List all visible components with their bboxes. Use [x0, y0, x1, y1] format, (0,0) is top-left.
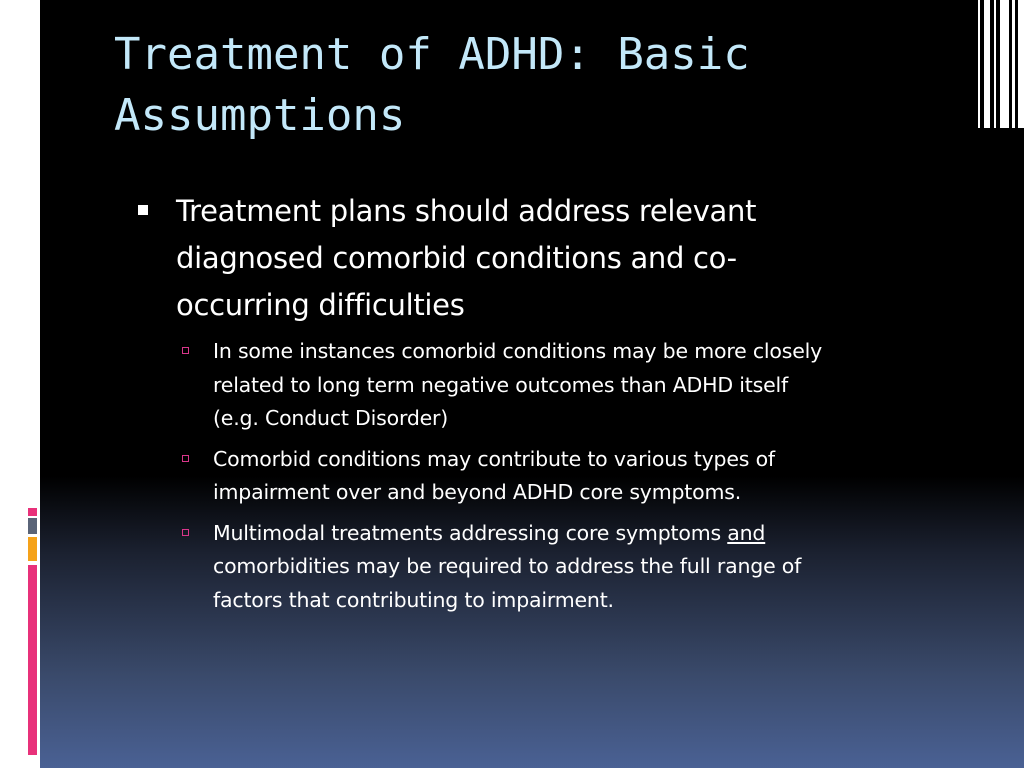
accent-bar-gray	[28, 518, 37, 534]
bullet-line: occurring difficulties	[176, 288, 465, 322]
bullet-line: diagnosed comorbid conditions and co-	[176, 241, 737, 275]
sub-bullet-impairment	[182, 443, 928, 510]
hollow-square-bullet-icon	[182, 529, 189, 536]
hollow-square-bullet-icon	[182, 347, 189, 354]
sub-bullet-comorbid-outcomes	[182, 335, 928, 436]
title-line-1: Treatment of ADHD: Basic	[114, 29, 750, 80]
sub-bullet-line: Comorbid conditions may contribute to various types of	[213, 446, 775, 471]
slide-body	[138, 188, 928, 624]
sub-bullet-multimodal	[182, 517, 928, 618]
hollow-square-bullet-icon	[182, 455, 189, 462]
sub-bullet-line: (e.g. Conduct Disorder)	[213, 406, 449, 430]
sub-bullet-list	[138, 335, 928, 617]
bullet-treatment-plans	[138, 188, 928, 329]
title-line-2: Assumptions	[114, 90, 406, 141]
sub-bullet-line: comorbidities may be required to address the full range of	[213, 554, 802, 578]
sub-bullet-line	[213, 517, 928, 551]
decorative-vertical-lines	[974, 0, 1024, 130]
accent-bar-orange	[28, 537, 37, 561]
bullet-line: Treatment plans should address relevant	[176, 194, 757, 228]
sub-bullet-line: In some instances comorbid conditions may be more closely	[213, 339, 823, 363]
sub-bullet-line: impairment over and beyond ADHD core symptoms.	[213, 480, 742, 504]
accent-bar-magenta-top	[28, 508, 37, 516]
accent-bar-magenta	[28, 565, 37, 755]
underlined-word: and	[727, 520, 766, 545]
sub-bullet-line: factors that contributing to impairment.	[213, 587, 614, 612]
slide-title	[114, 24, 874, 146]
sub-bullet-text: Multimodal treatments addressing core symptoms	[213, 520, 728, 545]
sub-bullet-line: related to long term negative outcomes than ADHD itself	[213, 372, 788, 397]
square-bullet-icon	[138, 205, 148, 215]
